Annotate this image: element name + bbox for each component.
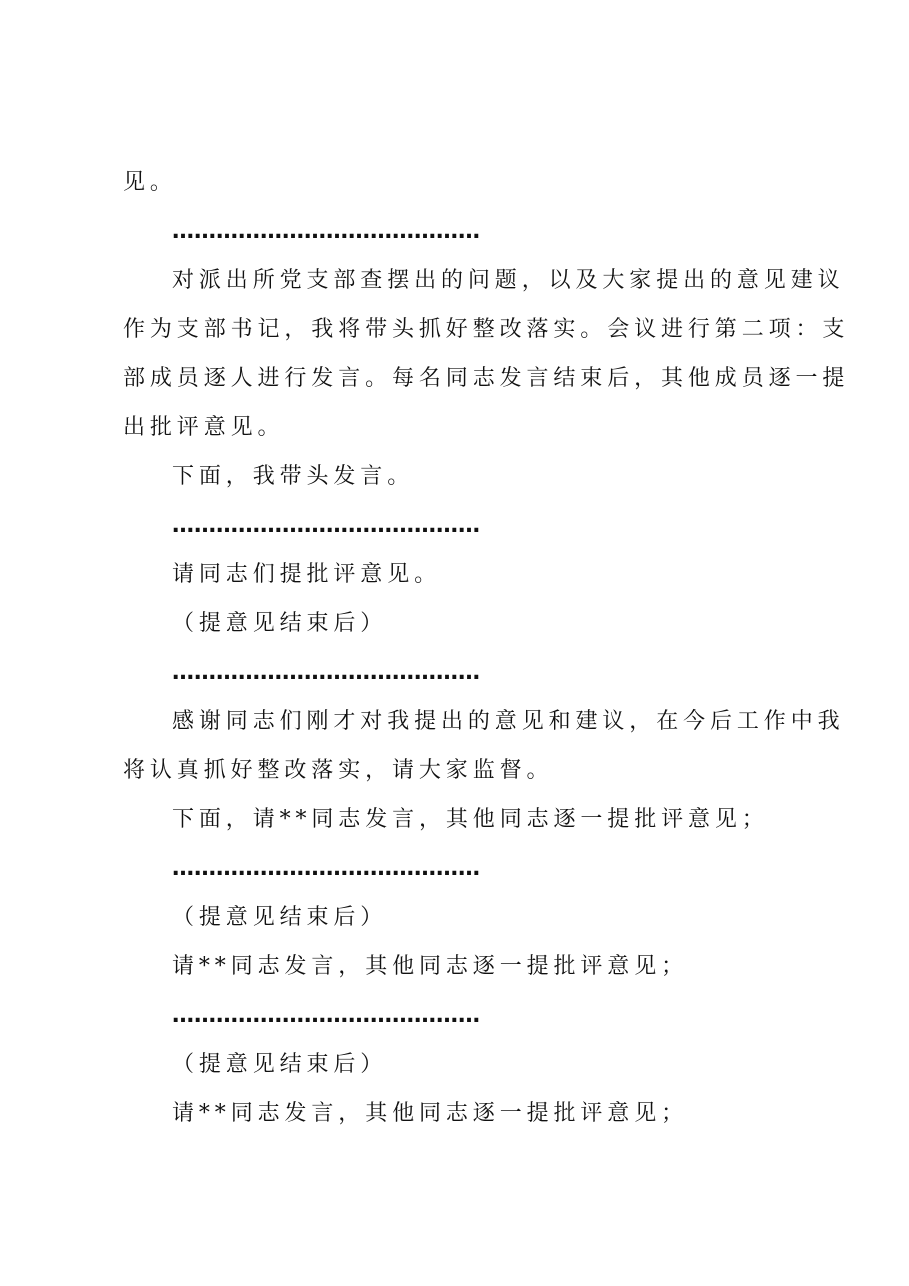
paragraph-line: （提意见结束后） <box>172 905 388 930</box>
ellipsis-separator: …………………………………… <box>172 219 480 244</box>
paragraph-line: 部成员逐人进行发言。每名同志发言结束后，其他成员逐一提 <box>123 366 850 391</box>
paragraph-line: 请**同志发言，其他同志逐一提批评意见； <box>172 1101 689 1126</box>
paragraph-line: 作为支部书记，我将带头抓好整改落实。会议进行第二项：支 <box>123 317 850 342</box>
paragraph-line: （提意见结束后） <box>172 611 388 636</box>
paragraph-line: 下面，我带头发言。 <box>172 464 415 489</box>
paragraph-line: 将认真抓好整改落实，请大家监督。 <box>123 758 554 783</box>
ellipsis-separator: …………………………………… <box>172 513 480 538</box>
ellipsis-separator: …………………………………… <box>172 1003 480 1028</box>
ellipsis-separator: …………………………………… <box>172 660 480 685</box>
paragraph-line: 见。 <box>123 170 177 195</box>
paragraph-line: 请**同志发言，其他同志逐一提批评意见； <box>172 954 689 979</box>
ellipsis-separator: …………………………………… <box>172 856 480 881</box>
paragraph-line: （提意见结束后） <box>172 1052 388 1077</box>
paragraph-line: 下面，请**同志发言，其他同志逐一提批评意见； <box>172 807 769 832</box>
paragraph-line: 请同志们提批评意见。 <box>172 562 442 587</box>
paragraph-line: 对派出所党支部查摆出的问题，以及大家提出的意见建议 <box>172 268 845 293</box>
paragraph-line: 感谢同志们刚才对我提出的意见和建议，在今后工作中我 <box>172 709 845 734</box>
paragraph-line: 出批评意见。 <box>123 415 285 440</box>
